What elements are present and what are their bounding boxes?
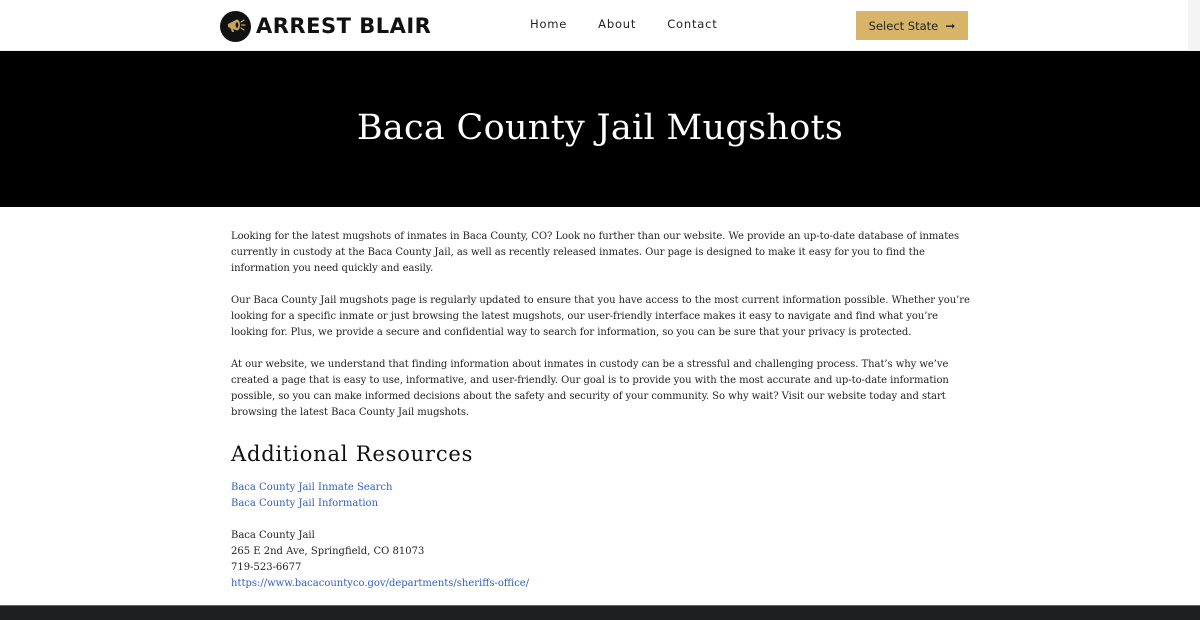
select-state-button[interactable]: [856, 11, 968, 40]
site-footer: [0, 605, 1200, 620]
logo-badge: [220, 11, 251, 42]
select-state-label: Select State: [868, 18, 939, 33]
inmate-search-link[interactable]: Baca County Jail Inmate Search: [231, 482, 393, 493]
megaphone-icon: [226, 17, 246, 35]
hero-banner: [0, 51, 1200, 207]
jail-phone: 719-523-6677: [231, 562, 302, 573]
intro-paragraph-3: At our website, we understand that finding information about inmates in custody can be a stressful and challenging process. That’s why we’ve created a page that is easy to use, informative, and user-friendly. Our goal is to provide you with the most accurate and up-to-date information possible, so you can make informed decisions about the safety and security of your community. So why wait? Visit our website today and start browsing the latest Baca County Jail mugshots.: [231, 359, 949, 418]
jail-information-link[interactable]: Baca County Jail Information: [231, 498, 379, 509]
main-content: [231, 229, 971, 592]
resource-links: [231, 480, 971, 512]
nav-contact-link[interactable]: Contact: [667, 17, 718, 31]
intro-paragraph-1: Looking for the latest mugshots of inmates in Baca County, CO? Look no further than our website. We provide an up-to-date database of inmates currently in custody at the Baca County Jail, as well as recently released inmates. Our page is designed to make it easy for you to find the information you need quickly and easily.: [231, 231, 960, 274]
resources-heading: Additional Resources: [231, 442, 474, 466]
logo-text: ARREST BLAIR: [256, 14, 432, 38]
scrollbar-track[interactable]: [1188, 0, 1200, 51]
jail-website-link[interactable]: https://www.bacacountyco.gov/departments/sheriffs-office/: [231, 578, 530, 589]
nav-home-link[interactable]: Home: [530, 17, 568, 31]
page-title: Baca County Jail Mugshots: [356, 108, 844, 148]
jail-name: Baca County Jail: [231, 530, 315, 541]
jail-street-address: 265 E 2nd Ave, Springfield, CO 81073: [231, 546, 425, 557]
jail-address-block: [231, 528, 971, 592]
site-header: [0, 0, 1200, 51]
main-nav: [530, 17, 749, 31]
arrow-right-icon: ➞: [945, 18, 956, 33]
nav-about-link[interactable]: About: [598, 17, 637, 31]
site-logo[interactable]: [220, 10, 431, 42]
intro-paragraph-2: Our Baca County Jail mugshots page is regularly updated to ensure that you have access to the most current information possible. Whether you’re looking for a specific inmate or just browsing the latest mugshots, our user-friendly interface makes it easy to navigate and find what you’re looking for. Plus, we provide a secure and confidential way to search for information, so you can be sure that your privacy is protected.: [231, 295, 970, 338]
